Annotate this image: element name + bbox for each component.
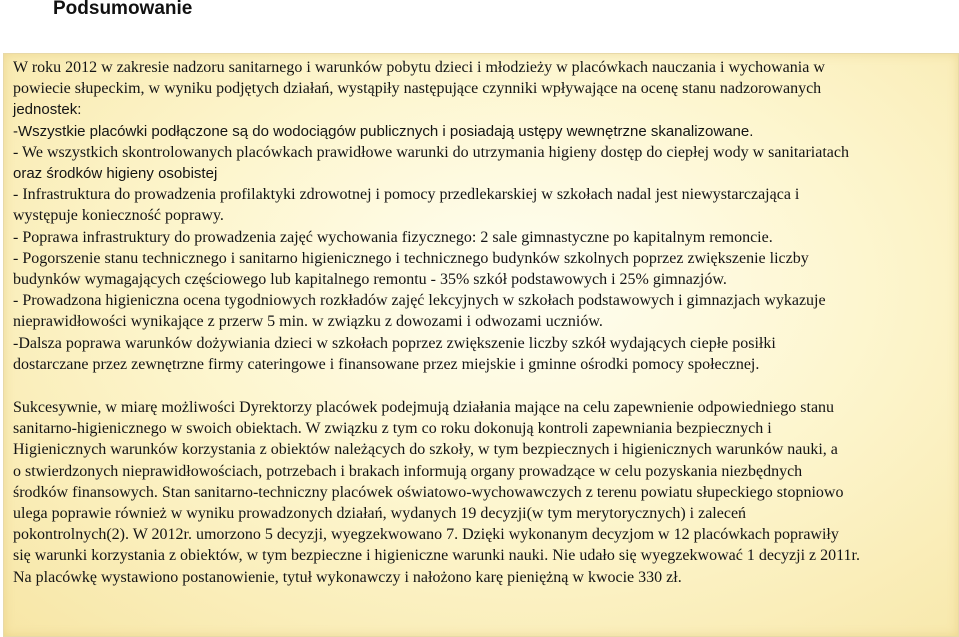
paragraph-spacer bbox=[13, 375, 958, 397]
text-line: powiecie słupeckim, w wyniku podjętych działań, wystąpiły następujące czynniki wpływające na ocenę stanu nadzorowanych bbox=[13, 80, 822, 98]
text-line: Na placówkę wystawiono postanowienie, tytuł wykonawczy i nałożono karę pieniężną w kwocie 330 zł. bbox=[13, 568, 682, 586]
text-line: jednostek: bbox=[13, 101, 82, 119]
text-line: - Pogorszenie stanu technicznego i sanitarno higienicznego i technicznego budynków szkolnych poprzez zwiększenie liczby bbox=[13, 249, 809, 267]
text-line: - Poprawa infrastruktury do prowadzenia zajęć wychowania fizycznego: 2 sale gimnastyczne po kapitalnym remoncie. bbox=[13, 228, 773, 246]
text-line: -Dalsza poprawa warunków dożywiania dzieci w szkołach poprzez zwiększenie liczby szkół wydających ciepłe posiłki bbox=[13, 334, 776, 352]
text-line: - Infrastruktura do prowadzenia profilaktyki zdrowotnej i pomocy przedlekarskiej w szkołach nadal jest niewystarczająca i bbox=[13, 186, 800, 204]
text-line: się warunki korzystania z obiektów, w tym bezpieczne i higieniczne warunki nauki. Nie udało się wyegzekwować 1 decyzji z 2011r. bbox=[13, 547, 860, 565]
text-line: pokontrolnych(2). W 2012r. umorzono 5 decyzji, wyegzekwowano 7. Dzięki wykonanym decyzjom w 12 placówkach poprawiły bbox=[13, 526, 839, 544]
text-line: budynków wymagających częściowego lub kapitalnego remontu - 35% szkół podstawowych i 25% gimnazjów. bbox=[13, 271, 727, 289]
text-line: nieprawidłowości wynikające z przerw 5 min. w związku z dowozami i odwozami uczniów. bbox=[13, 313, 603, 331]
summary-text-panel bbox=[3, 53, 959, 637]
text-line: -Wszystkie placówki podłączone są do wodociągów publicznych i posiadają ustępy wewnętrzne skanalizowane. bbox=[13, 122, 754, 140]
text-line: - Prowadzona higieniczna ocena tygodniowych rozkładów zajęć lekcyjnych w szkołach podstawowych i gimnazjach wykazuje bbox=[13, 292, 826, 310]
text-line: Higienicznych warunków korzystania z obiektów należących do szkoły, w tym bezpiecznych i higienicznych warunków nauki, a bbox=[13, 441, 838, 459]
actions-paragraph bbox=[13, 397, 958, 588]
text-line: środków finansowych. Stan sanitarno-techniczny placówek oświatowo-wychowawczych z terenu powiatu słupeckiego stopniowo bbox=[13, 483, 844, 501]
text-line: dostarczane przez zewnętrzne firmy cateringowe i finansowane przez miejskie i gminne ośrodki pomocy społecznej. bbox=[13, 355, 760, 373]
text-line: o stwierdzonych nieprawidłowościach, potrzebach i brakach informują organy prowadzące w celu pozyskania niezbędnych bbox=[13, 462, 803, 480]
text-line: Sukcesywnie, w miarę możliwości Dyrektorzy placówek podejmują działania mające na celu zapewnienie odpowiedniego stanu bbox=[13, 399, 835, 417]
text-line: W roku 2012 w zakresie nadzoru sanitarnego i warunków pobytu dzieci i młodzieży w placówkach nauczania i wychowania w bbox=[13, 59, 825, 76]
text-line: sanitarno-higienicznego w swoich obiektach. W związku z tym co roku dokonują kontroli zapewniania bezpiecznych i bbox=[13, 420, 772, 438]
text-line: występuje konieczność poprawy. bbox=[13, 207, 224, 225]
text-line: - We wszystkich skontrolowanych placówkach prawidłowe warunki do utrzymania higieny dostęp do ciepłej wody w sanitariatach bbox=[13, 143, 849, 161]
page-title: Podsumowanie bbox=[53, 0, 193, 19]
text-line: oraz środków higieny osobistej bbox=[13, 165, 218, 183]
text-line: ulega poprawie również w wyniku prowadzonych działań, wydanych 19 decyzji(w tym merytorycznych) i zaleceń bbox=[13, 505, 747, 523]
findings-paragraph bbox=[13, 57, 958, 375]
